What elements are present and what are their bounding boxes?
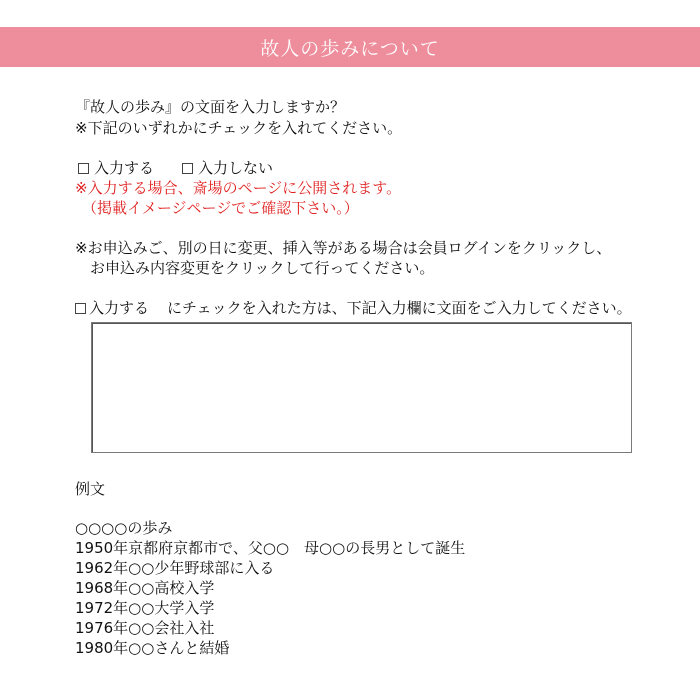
change-note: ※お申込みご、別の日に変更、挿入等がある場合は会員ログインをクリックし、 <box>75 239 612 257</box>
input-choice-group <box>78 158 273 178</box>
example-line: ○○○○の歩み <box>75 519 173 537</box>
section-title: 故人の歩みについて <box>260 37 440 60</box>
option-input-label: 入力する <box>94 159 155 177</box>
entry-prompt <box>75 298 632 318</box>
option-no-input[interactable] <box>182 158 273 178</box>
section-header <box>0 27 700 67</box>
example-line: 1976年○○会社入社 <box>75 619 215 637</box>
intro-instruction: ※下記のいずれかにチェックを入れてください。 <box>75 119 403 137</box>
publish-notice: ※入力する場合、斎場のページに公開されます。 <box>75 179 402 197</box>
example-heading: 例文 <box>75 480 106 498</box>
option-no-input-checkbox[interactable] <box>182 163 193 174</box>
entry-prompt-label: 入力する <box>89 299 150 317</box>
entry-prompt-text: にチェックを入れた方は、下記入力欄に文面をご入力してください。 <box>167 299 632 317</box>
checkbox-icon <box>75 303 86 314</box>
example-line: 1968年○○高校入学 <box>75 579 215 597</box>
example-line: 1950年京都府京都市で、父○○ 母○○の長男として誕生 <box>75 539 466 557</box>
example-line: 1972年○○大学入学 <box>75 599 215 617</box>
memorial-text-box <box>91 322 632 453</box>
example-line: 1962年○○少年野球部に入る <box>75 559 275 577</box>
memorial-text-input[interactable] <box>92 323 631 452</box>
intro-question: 『故人の歩み』の文面を入力しますか？ <box>75 98 346 116</box>
option-no-input-label: 入力しない <box>198 159 274 177</box>
option-input-checkbox[interactable] <box>78 163 89 174</box>
publish-notice-detail: （掲載イメージページでご確認下さい。） <box>82 199 359 217</box>
example-line: 1980年○○さんと結婚 <box>75 639 230 657</box>
change-note-detail: お申込み内容変更をクリックして行ってください。 <box>90 259 435 277</box>
option-input[interactable] <box>78 158 154 178</box>
